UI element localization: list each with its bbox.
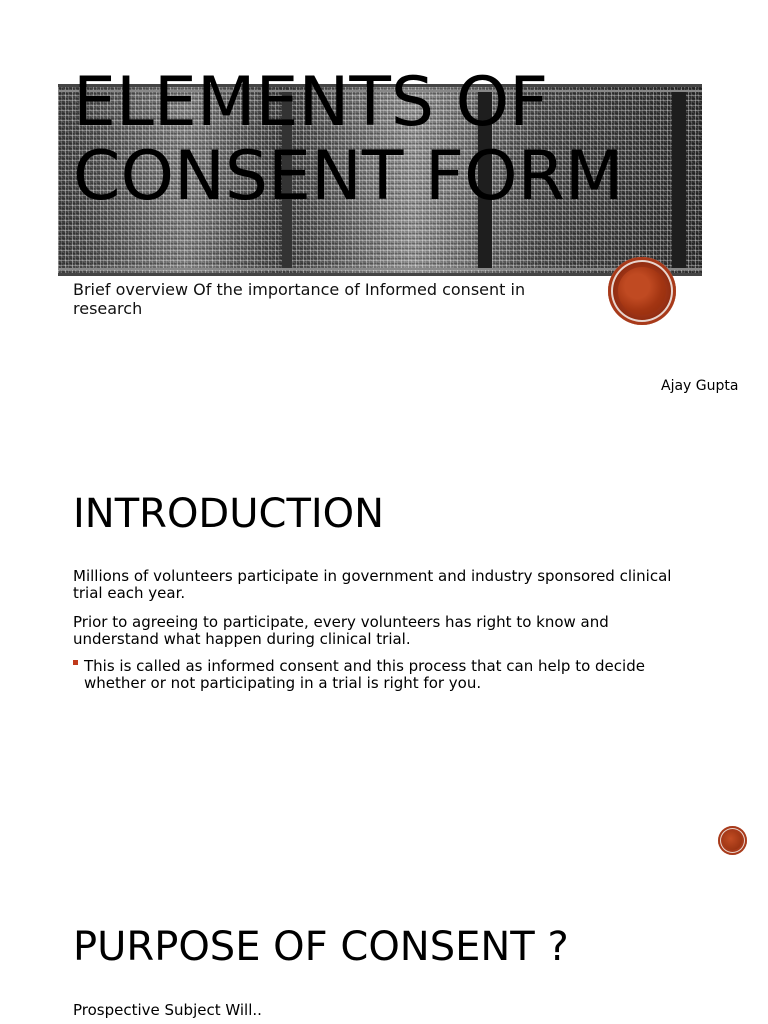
- decorative-circle-icon: [608, 257, 676, 325]
- band-border-line: [58, 273, 702, 276]
- band-stripe: [672, 92, 686, 268]
- bullet-square-icon: [73, 660, 78, 665]
- decorative-circle-icon: [718, 826, 747, 855]
- band-border-line: [58, 268, 702, 270]
- slide-heading: INTRODUCTION: [73, 491, 385, 537]
- body-paragraph: Prior to agreeing to participate, every volunteers has right to know and understand what happen during clinical trial.: [73, 613, 609, 648]
- slide-title: ELEMENTS OF CONSENT FORM: [73, 63, 624, 216]
- author-name: Ajay Gupta: [661, 378, 739, 394]
- bullet-text: This is called as informed consent and this process that can help to decide whether or not participating in a trial is right for you.: [84, 657, 645, 692]
- slide-heading: PURPOSE OF CONSENT ?: [73, 924, 569, 970]
- body-paragraph: Millions of volunteers participate in government and industry sponsored clinical trial each year.: [73, 567, 672, 602]
- slide-subtitle: Brief overview Of the importance of Informed consent in research: [73, 280, 526, 318]
- body-paragraph: Prospective Subject Will..: [73, 1001, 262, 1019]
